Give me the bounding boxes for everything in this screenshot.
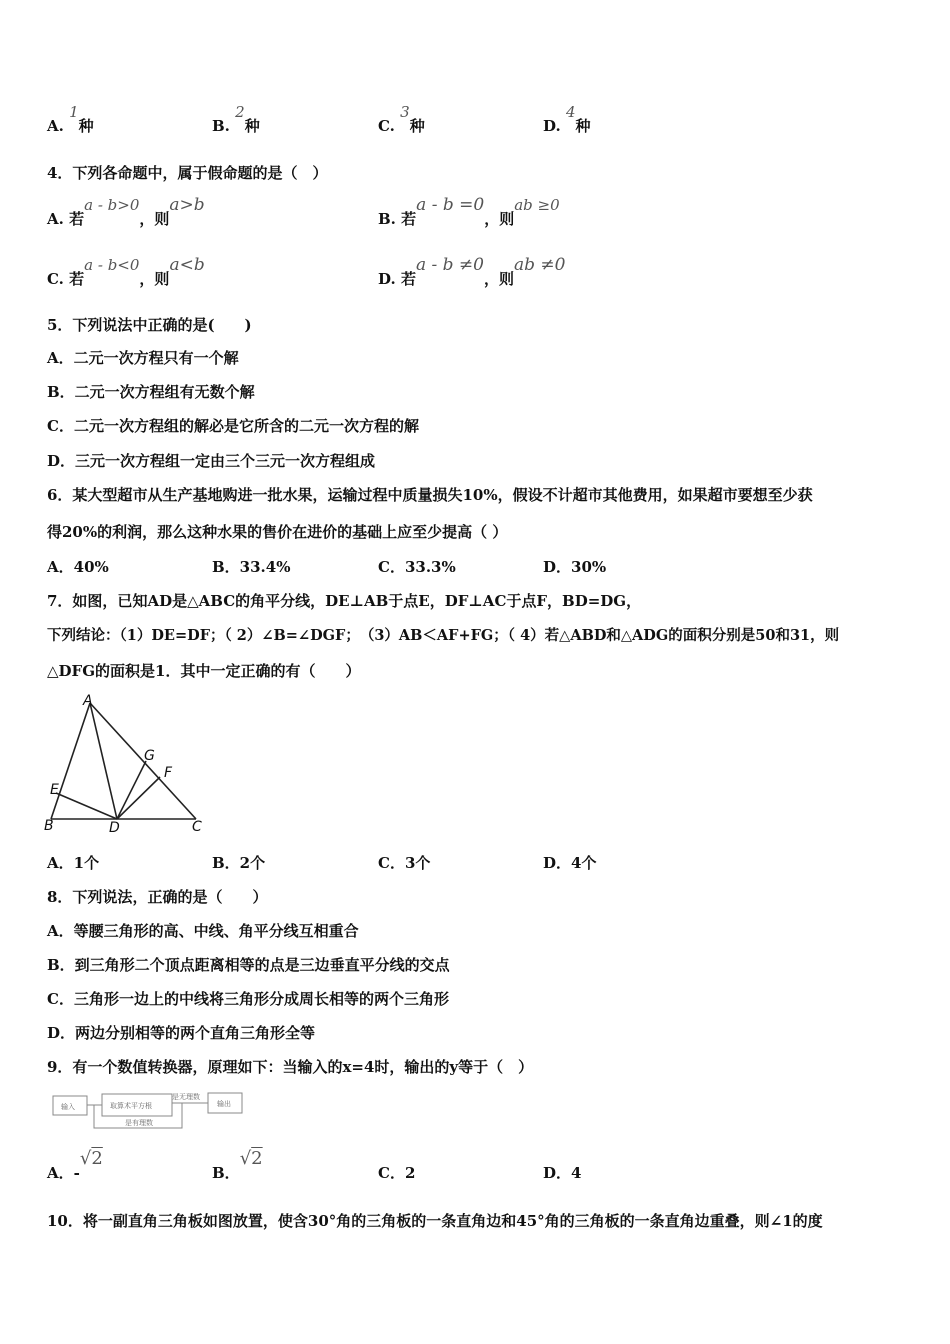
q3-option-d[interactable] bbox=[543, 103, 591, 136]
option-letter: A. bbox=[47, 210, 64, 228]
q6-stem-line2: 得20%的利润，那么这种水果的售价在进价的基础上应至少提高（ ） bbox=[47, 523, 508, 541]
output-label: 输出 bbox=[217, 1100, 231, 1108]
option-unit: 种 bbox=[575, 117, 591, 135]
option-then: ，则 bbox=[484, 210, 515, 228]
q10-stem: 10．将一副直角三角板如图放置，使含30°角的三角板的一条直角边和45°角的三角板的一条直角边重叠，则∠1的度 bbox=[47, 1212, 823, 1230]
option-if: 若 bbox=[401, 210, 417, 228]
q8-option-d[interactable]: D．两边分别相等的两个直角三角形全等 bbox=[47, 1024, 316, 1042]
option-result: a>b bbox=[169, 195, 205, 215]
q4-stem: 4．下列各命题中，属于假命题的是（ ） bbox=[47, 164, 328, 182]
option-then: ，则 bbox=[484, 270, 515, 288]
option-unit: 种 bbox=[244, 117, 260, 135]
q7-option-a[interactable]: A．1个 bbox=[47, 854, 100, 872]
side-ab bbox=[51, 703, 90, 819]
option-math: 2 bbox=[235, 103, 245, 121]
q8-stem: 8．下列说法，正确的是（ ） bbox=[47, 888, 268, 906]
number-converter-flowchart bbox=[48, 1088, 248, 1130]
segment-de bbox=[56, 793, 117, 819]
option-condition: a - b ≠0 bbox=[415, 255, 484, 275]
option-root: 2 bbox=[251, 1148, 263, 1169]
q3-option-b[interactable] bbox=[212, 103, 260, 136]
q6-stem-line1: 6．某大型超市从生产基地购进一批水果，运输过程中质量损失10%，假设不计超市其他费用，如果超市要想至少获 bbox=[47, 486, 813, 504]
input-label: 输入 bbox=[61, 1103, 75, 1111]
option-math: 3 bbox=[400, 103, 410, 121]
q7-stem-line1: 7．如图，已知AD是△ABC的角平分线，DE⊥AB于点E，DF⊥AC于点F，BD=DG， bbox=[47, 592, 642, 610]
q4-option-c[interactable] bbox=[47, 255, 205, 289]
option-result: a<b bbox=[169, 255, 205, 275]
q6-option-b[interactable]: B．33.4% bbox=[212, 558, 291, 576]
label-g: G bbox=[144, 748, 155, 764]
sqrt-symbol: √ bbox=[79, 1148, 92, 1169]
q5-stem: 5．下列说法中正确的是( ) bbox=[47, 316, 252, 334]
segment-dg bbox=[117, 761, 146, 819]
q8-option-b[interactable]: B．到三角形二个顶点距离相等的点是三边垂直平分线的交点 bbox=[47, 956, 450, 974]
option-condition: a - b =0 bbox=[416, 195, 485, 215]
option-condition: a - b>0 bbox=[84, 196, 140, 214]
q9-option-b[interactable] bbox=[212, 1148, 263, 1183]
option-if: 若 bbox=[69, 210, 85, 228]
q5-option-d[interactable]: D．三元一次方程组一定由三个三元一次方程组成 bbox=[47, 452, 376, 470]
option-then: ，则 bbox=[139, 210, 170, 228]
q9-option-a[interactable] bbox=[47, 1148, 103, 1183]
q5-option-c[interactable]: C．二元一次方程组的解必是它所含的二元一次方程的解 bbox=[47, 417, 419, 435]
option-then: ，则 bbox=[139, 270, 170, 288]
label-e: E bbox=[50, 782, 59, 798]
rational-label: 是有理数 bbox=[125, 1119, 153, 1127]
option-letter: C. bbox=[378, 117, 395, 135]
option-result: ab ≥0 bbox=[514, 196, 560, 214]
option-if: 若 bbox=[69, 270, 85, 288]
q4-option-d[interactable] bbox=[378, 255, 566, 289]
q7-option-c[interactable]: C．3个 bbox=[378, 854, 431, 872]
q5-option-b[interactable]: B．二元一次方程组有无数个解 bbox=[47, 383, 255, 401]
option-letter: D. bbox=[378, 270, 396, 288]
label-d: D bbox=[109, 820, 120, 836]
q4-option-b[interactable] bbox=[378, 195, 560, 229]
q6-option-c[interactable]: C．33.3% bbox=[378, 558, 456, 576]
q3-option-a[interactable] bbox=[47, 103, 94, 136]
side-ac bbox=[90, 703, 196, 819]
q6-option-a[interactable]: A．40% bbox=[47, 558, 109, 576]
label-b: B bbox=[44, 818, 54, 834]
q8-option-a[interactable]: A．等腰三角形的高、中线、角平分线互相重合 bbox=[47, 922, 359, 940]
option-letter: A. bbox=[47, 117, 64, 135]
q7-stem-line2: 下列结论：（1）DE=DF；（ 2）∠B=∠DGF； （3）AB＜AF+FG；（ 4）若△ABD和△ADG的面积分别是50和31，则 bbox=[47, 627, 840, 644]
option-letter: D. bbox=[543, 117, 561, 135]
q6-option-d[interactable]: D．30% bbox=[543, 558, 607, 576]
option-math: 4 bbox=[565, 103, 576, 121]
q8-option-c[interactable]: C．三角形一边上的中线将三角形分成周长相等的两个三角形 bbox=[47, 990, 449, 1008]
q7-option-b[interactable]: B．2个 bbox=[212, 854, 266, 872]
label-a: A bbox=[83, 693, 93, 709]
q7-stem-line3: △DFG的面积是1．其中一定正确的有（ ） bbox=[47, 662, 361, 680]
q4-option-a[interactable] bbox=[47, 195, 205, 229]
label-c: C bbox=[192, 819, 202, 835]
option-result: ab ≠0 bbox=[514, 255, 566, 275]
q5-option-a[interactable]: A．二元一次方程只有一个解 bbox=[47, 349, 239, 367]
segment-df bbox=[117, 777, 160, 819]
triangle-figure bbox=[40, 690, 220, 840]
option-letter: B. bbox=[212, 117, 230, 135]
option-condition: a - b<0 bbox=[84, 256, 140, 274]
option-letter: C. bbox=[47, 270, 64, 288]
option-letter: B． bbox=[212, 1164, 240, 1182]
option-unit: 种 bbox=[409, 117, 425, 135]
sqrt-symbol: √ bbox=[239, 1148, 252, 1169]
process-label: 取算术平方根 bbox=[110, 1102, 152, 1110]
option-letter: A．- bbox=[47, 1164, 80, 1182]
q3-option-c[interactable] bbox=[378, 103, 425, 136]
q7-option-d[interactable]: D．4个 bbox=[543, 854, 597, 872]
option-math: 1 bbox=[69, 103, 79, 121]
option-unit: 种 bbox=[78, 117, 94, 135]
q9-option-d[interactable]: D．4 bbox=[543, 1164, 582, 1182]
option-root: 2 bbox=[91, 1148, 103, 1169]
label-f: F bbox=[164, 765, 173, 781]
option-if: 若 bbox=[400, 270, 416, 288]
q9-option-c[interactable]: C．2 bbox=[378, 1164, 416, 1182]
segment-ad bbox=[90, 703, 117, 819]
q9-stem: 9．有一个数值转换器，原理如下：当输入的x=4时，输出的y等于（ ） bbox=[47, 1058, 534, 1076]
irrational-label: 是无理数 bbox=[172, 1093, 200, 1101]
option-letter: B. bbox=[378, 210, 396, 228]
